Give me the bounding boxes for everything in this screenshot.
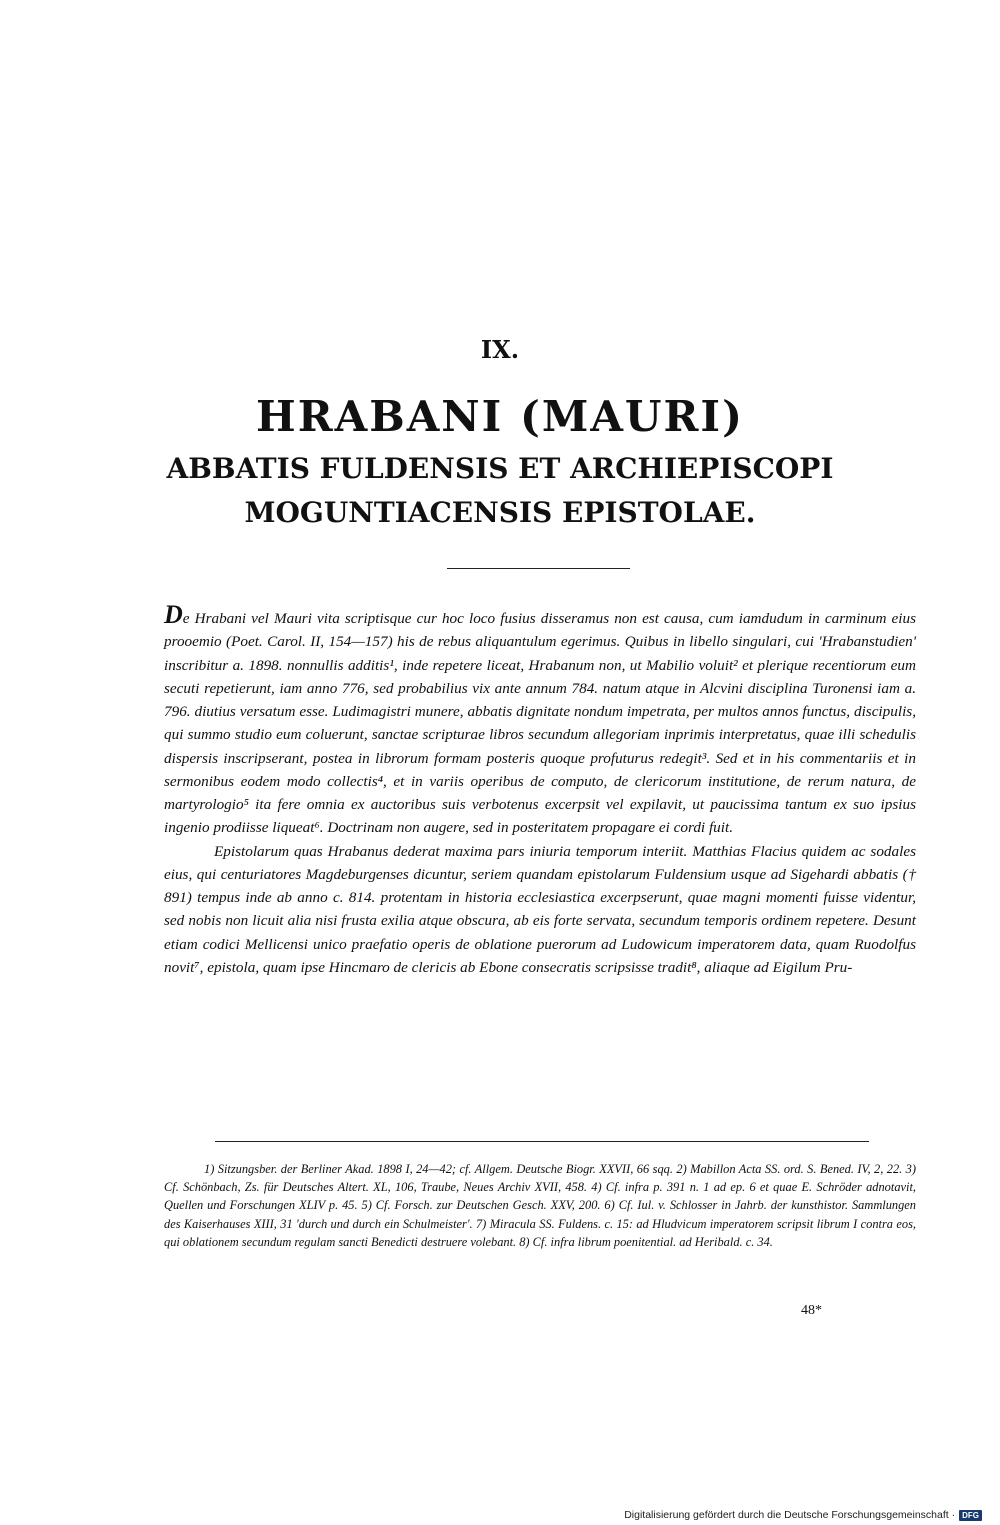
paragraph-2: Epistolarum quas Hrabanus dederat maxima pars iniuria temporum interiit. Matthias Flacius quidem ac sodales eius, qui centuriatores Magdeburgenses dicuntur, seriem quandam epistolarum Fuldensium usque ad Sigehardi abbatis († 891) tempus inde ab anno c. 814. protentam in historia ecclesiastica excerpserunt, quae magni momenti fuisse videntur, sed nobis non licuit alia nisi frusta exilia atque obscura, ab eis forte servata, secundum temporis ordinem repetere. Desunt etiam codici Mellicensi unico praefatio operis de oblatione puerorum ad Ludowicum imperatorem data, quam Ruodolfus novit⁷, epistola, quam ipse Hincmaro de clericis ab Ebone consecratis scripsisse tradit⁸, aliaque ad Eigilum Pru-	[164, 842, 916, 976]
page-title: HRABANI (MAURI)	[256, 392, 744, 441]
paragraph-1-text: e Hrabani vel Mauri vita scriptisque cur hoc loco fusius disseramus non est causa, cum iamdudum in carminum eius prooemio (Poet. Carol. II, 154—157) his de rebus aliquantulum egerimus. Quibus in libello singulari, cui 'Hrabanstudien' inscribitur a. 1898. nonnullis additis¹, inde repetere liceat, Hrabanum non, ut Mabilio voluit² et plerique recentiorum eum secuti repetierunt, iam anno 776, sed probabilius vix ante annum 784. natum atque in Alcvini disciplina Turonensi iam a. 796. diutius versatum esse. Ludimagistri munere, abbatis dignitate nondum impetrata, per multos annos functus, discipulis, qui summo studio eum coluerunt, sanctae scripturae libros secundum allegoriam inprimis interpretatus, quae illi schedulis dispersis inscripserant, postea in librorum formam posteris quoque profuturus redegit³. Sed et in his commentariis et in sermonibus eodem modo collectis⁴, et in variis operibus de computo, de clericorum institutione, de rerum natura, de martyrologio⁵ ita fere omnia ex auctoribus suis verbotenus excerpsit vel expilavit, ut paucissima tantum ex suo ipsius ingenio prodiisse liqueat⁶. Doctrinam non augere, sed in posteritatem propagare ei cordi fuit.	[164, 610, 916, 837]
page-number: 48*	[801, 1303, 822, 1318]
subtitle-line-2: MOGUNTIACENSIS EPISTOLAE.	[244, 496, 756, 529]
footnote-divider	[215, 1141, 869, 1142]
digitization-credit	[624, 1509, 982, 1521]
credit-text: Digitalisierung gefördert durch die Deutsche Forschungsgemeinschaft ·	[624, 1509, 956, 1521]
body-text	[164, 602, 916, 979]
drop-cap: D	[164, 600, 183, 629]
title-divider	[447, 568, 630, 569]
paragraph-1	[164, 602, 916, 840]
subtitle-line-1: ABBATIS FULDENSIS ET ARCHIEPISCOPI	[166, 452, 834, 485]
dfg-logo-icon: DFG	[959, 1510, 982, 1521]
chapter-number: IX.	[480, 335, 520, 364]
footnotes	[164, 1160, 916, 1251]
footnotes-text: 1) Sitzungsber. der Berliner Akad. 1898 I, 24—42; cf. Allgem. Deutsche Biogr. XXVII, 66 sqq. 2) Mabillon Acta SS. ord. S. Bened. IV, 2, 22. 3) Cf. Schönbach, Zs. für Deutsches Altert. XL, 106, Traube, Neues Archiv XVII, 458. 4) Cf. infra p. 391 n. 1 ad ep. 6 et quae E. Schröder adnotavit, Quellen und Forschungen XLIV p. 45. 5) Cf. Forsch. zur Deutschen Gesch. XXV, 200. 6) Cf. Iul. v. Schlosser in Jahrb. der kunsthistor. Sammlungen des Kaiserhauses XIII, 31 'durch und durch ein Schulmeister'. 7) Miracula SS. Fuldens. c. 15: ad Hludvicum imperatorem scripsit librum I contra eos, qui oblationem secundum regulam sancti Benedicti destruere volebant. 8) Cf. infra librum poenitential. ad Heribald. c. 34.	[164, 1162, 916, 1249]
